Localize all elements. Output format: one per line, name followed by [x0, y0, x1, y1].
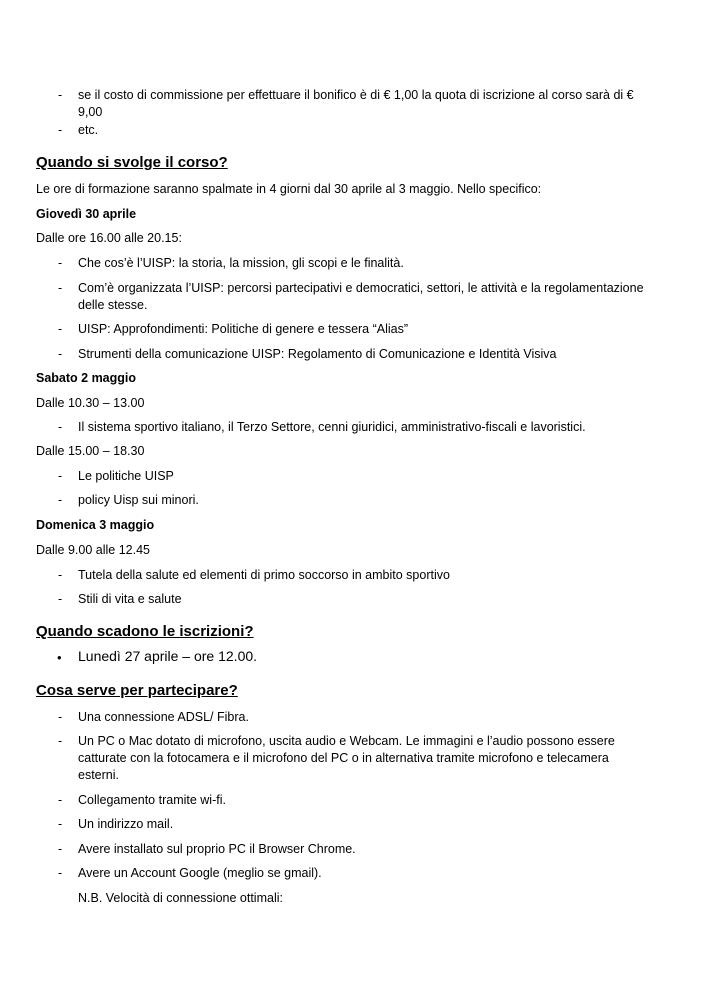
list-dash: - — [58, 817, 63, 831]
connection-note: N.B. Velocità di connessione ottimali: — [78, 891, 283, 905]
list-dash: - — [58, 322, 63, 336]
list-dash: - — [58, 710, 63, 724]
list-dash: - — [58, 281, 63, 295]
section-heading-when: Quando si svolge il corso? — [36, 154, 228, 171]
list-dash: - — [58, 420, 63, 434]
list-dash: - — [58, 842, 63, 856]
requirement-item: Avere un Account Google (meglio se gmail). — [78, 866, 322, 880]
program-item-continuation: delle stesse. — [78, 298, 148, 312]
list-dash: - — [58, 88, 63, 102]
list-dash: - — [58, 568, 63, 582]
requirement-item: Un PC o Mac dotato di microfono, uscita audio e Webcam. Le immagini e l’audio possono essere — [78, 734, 615, 748]
deadline-item: Lunedì 27 aprile – ore 12.00. — [78, 648, 258, 664]
program-item: Strumenti della comunicazione UISP: Regolamento di Comunicazione e Identità Visiva — [78, 347, 557, 361]
fee-item: se il costo di commissione per effettuare il bonifico è di € 1,00 la quota di iscrizione al corso sarà di € — [78, 88, 634, 102]
program-item: Le politiche UISP — [78, 469, 174, 483]
section-heading-requirements: Cosa serve per partecipare? — [36, 682, 238, 699]
program-item: Stili di vita e salute — [78, 592, 182, 606]
program-item: policy Uisp sui minori. — [78, 493, 199, 507]
list-dash: - — [58, 866, 63, 880]
list-dash: - — [58, 469, 63, 483]
program-item: UISP: Approfondimenti: Politiche di genere e tessera “Alias” — [78, 322, 409, 336]
day-title: Giovedì 30 aprile — [36, 207, 137, 221]
program-item: Tutela della salute ed elementi di primo soccorso in ambito sportivo — [78, 568, 450, 582]
requirement-item: Una connessione ADSL/ Fibra. — [78, 710, 249, 724]
list-dash: - — [58, 592, 63, 606]
program-item: Il sistema sportivo italiano, il Terzo Settore, cenni giuridici, amministrativo-fiscali e lavoristici. — [78, 420, 586, 434]
time-slot: Dalle 15.00 – 18.30 — [36, 444, 145, 458]
time-slot: Dalle 9.00 alle 12.45 — [36, 543, 150, 557]
list-dash: - — [58, 256, 63, 270]
time-slot: Dalle 10.30 – 13.00 — [36, 396, 145, 410]
day-title: Sabato 2 maggio — [36, 371, 137, 385]
requirement-item: Un indirizzo mail. — [78, 817, 174, 831]
list-dash: - — [58, 793, 63, 807]
bullet-icon: • — [57, 650, 62, 665]
requirement-item-continuation: esterni. — [78, 768, 119, 782]
requirement-item: Collegamento tramite wi-fi. — [78, 793, 226, 807]
fee-item: etc. — [78, 123, 99, 137]
fee-item-continuation: 9,00 — [78, 105, 103, 119]
day-title: Domenica 3 maggio — [36, 518, 155, 532]
time-slot: Dalle ore 16.00 alle 20.15: — [36, 231, 182, 245]
program-item: Com’è organizzata l’UISP: percorsi partecipativi e democratici, settori, le attività e la regolamentazione — [78, 281, 644, 295]
list-dash: - — [58, 493, 63, 507]
list-dash: - — [58, 734, 63, 748]
list-dash: - — [58, 347, 63, 361]
when-intro: Le ore di formazione saranno spalmate in 4 giorni dal 30 aprile al 3 maggio. Nello specifico: — [36, 182, 542, 196]
requirement-item: Avere installato sul proprio PC il Browser Chrome. — [78, 842, 356, 856]
requirement-item-continuation: catturate con la fotocamera e il microfono del PC o in alternativa tramite microfono e telecamera — [78, 751, 609, 765]
program-item: Che cos’è l’UISP: la storia, la mission, gli scopi e le finalità. — [78, 256, 404, 270]
section-heading-deadline: Quando scadono le iscrizioni? — [36, 623, 254, 640]
list-dash: - — [58, 123, 63, 137]
